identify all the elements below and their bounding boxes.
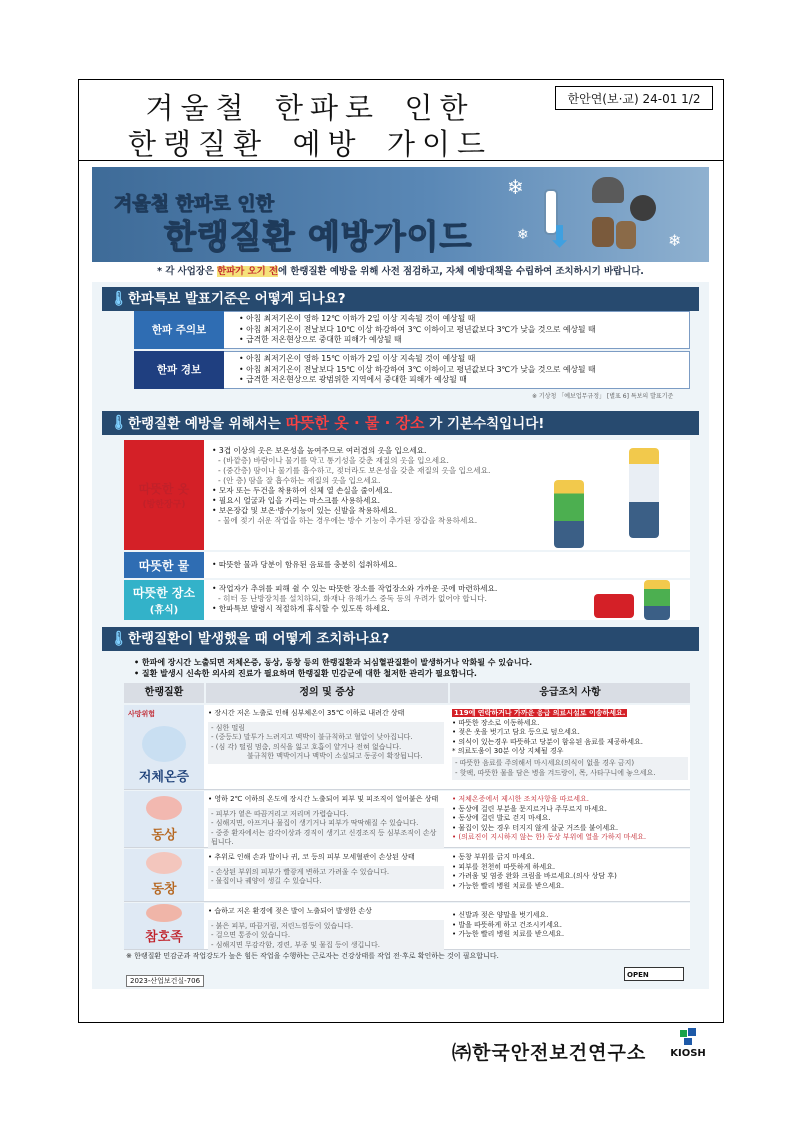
symptom-line: - 물집이나 궤양이 생길 수 있습니다.: [211, 877, 322, 886]
snowflake-icon: ❄: [517, 227, 529, 243]
document-title-line1: 겨울철 한파로 인한: [145, 91, 475, 125]
definition-main: • 장시간 저온 노출로 인해 심부체온이 35℃ 이하로 내려간 상태: [208, 709, 405, 717]
advisory-line: • 급격한 저온현상으로 중대한 피해가 예상될 때: [239, 335, 402, 344]
basics-sublabel: (방한장구): [142, 500, 186, 510]
symptom-line: - 심해지면, 아프거나 물집이 생기거나 피부가 딱딱해질 수 있습니다.: [211, 819, 419, 828]
basics-line: • 작업자가 추위를 피해 쉴 수 있는 따뜻한 장소를 작업장소와 가까운 곳에 마련하세요.: [212, 584, 498, 593]
action-line: • (의료진이 지시하지 않는 한) 동상 부위에 열을 가하지 마세요.: [452, 833, 647, 842]
disease-cell: [124, 903, 204, 949]
publication-code: 2023-산업보건실-706: [126, 975, 204, 987]
poster-banner: [92, 167, 709, 262]
action-line: • 동상에 걸린 부분을 문지르거나 주무르지 마세요.: [452, 804, 607, 813]
basics-text: [212, 584, 522, 614]
section-heading-advisory: [102, 287, 699, 311]
thermometer-icon: 🌡: [110, 415, 128, 431]
response-intro: [134, 657, 694, 679]
kiosh-logo: [666, 1028, 710, 1064]
action-line: • 저체온증에서 제시한 조치사항을 따르세요.: [452, 795, 589, 803]
organization-name: ㈜한국안전보건연구소: [452, 1042, 647, 1064]
symptom-line: - 중증 환자에서는 감각이상과 경직이 생기고 신경조직 등 심부조직이 손상됩니다.: [211, 828, 437, 847]
notice-banner: [92, 262, 709, 282]
poster-subtitle: 겨울철 한파로 인한: [114, 193, 275, 215]
chilblains-hand-illustration: [146, 852, 182, 874]
basics-line: • 따뜻한 물과 당분이 함유된 음료를 충분히 섭취하세요.: [212, 560, 398, 569]
advisory-line: • 아침 최저기온이 영하 15℃ 이하가 2일 이상 지속될 것이 예상될 때: [239, 354, 476, 363]
action-line: • 의식이 있는경우 따뜻하고 당분이 함유된 음료를 제공하세요.: [452, 737, 643, 746]
basics-label: 따뜻한 장소: [132, 586, 196, 600]
definition-main: • 추위로 인해 손과 발이나 귀, 코 등의 피부 모세혈관이 손상된 상태: [208, 853, 415, 861]
advisory-row-warning: [134, 351, 690, 389]
basics-row-water: [124, 552, 690, 578]
advisory-source: ※ 기상청 「예보업무규정」 [별표 6] 특보의 발표기준: [532, 393, 674, 400]
down-arrow-icon: ⬇: [547, 220, 573, 255]
symptom-line: 불규칙한 맥박이거나 맥박이 소실되고 동공이 확장됩니다.: [247, 752, 423, 761]
action-subline: - 핫팩, 따뜻한 물을 담은 병을 겨드랑이, 목, 사타구니에 놓으세요.: [455, 768, 656, 777]
section-title-post: 가 기본수칙입니다!: [424, 416, 545, 432]
basics-line: • 보온장갑 및 보온·방수기능이 있는 신발을 착용하세요.: [212, 506, 398, 515]
action-line: • 동상에 걸린 발로 걷지 마세요.: [452, 814, 551, 823]
table-header: 응급조치 사항: [450, 683, 690, 703]
basics-text: [212, 560, 522, 570]
shivering-person-illustration: [142, 726, 186, 762]
advisory-line: • 급격한 저온현상으로 광범위한 지역에서 중대한 피해가 예상될 때: [239, 375, 467, 384]
definition-cell: [208, 709, 444, 764]
disease-name: 동상: [151, 828, 177, 843]
worker-illustration: [644, 580, 670, 620]
basics-label-cell: [124, 440, 204, 550]
basics-subline: - (안 층) 땀을 잘 흡수하는 재질의 옷을 입으세요.: [218, 476, 381, 485]
basics-line: • 필요시 얼굴과 입을 가리는 마스크를 사용하세요.: [212, 496, 381, 505]
action-subline: - 따뜻한 음료를 주의해서 마시세요(의식이 없을 경우 금지): [455, 758, 635, 767]
definition-cell: [208, 795, 444, 850]
notice-highlight: 한파가 오기 전: [217, 266, 279, 277]
disease-name: 참호족: [145, 930, 183, 945]
basics-subline: - (중간층) 땀이나 물기를 흡수하고, 젖더라도 보온성을 갖춘 재질의 옷을 입으세요.: [218, 466, 491, 475]
symptom-line: - (심 각) 떨림 멈춤, 의식을 잃고 호흡이 얕거나 전혀 없습니다.: [211, 742, 402, 751]
disease-cell: [124, 705, 204, 789]
symptom-box: [208, 722, 444, 764]
advisory-line: • 아침 최저기온이 전날보다 10℃ 이상 하강하여 3℃ 이하이고 평년값보다 3℃가 낮을 것으로 예상될 때: [239, 324, 596, 334]
open-license-badge: OPEN: [624, 967, 684, 981]
action-cell: [452, 853, 688, 891]
document-title-line2: 한랭질환 예방 가이드: [127, 127, 493, 161]
thermometer-icon: 🌡: [110, 291, 128, 307]
document-number: 한안연(보·교) 24-01 1/2: [555, 86, 713, 110]
winter-hat-icon: [592, 177, 624, 203]
basics-row-place: [124, 580, 690, 620]
disease-name: 동창: [151, 882, 177, 897]
basics-line: • 한파특보 발령시 적절하게 휴식할 수 있도록 하세요.: [212, 604, 390, 613]
section-heading-basics: [102, 411, 699, 435]
action-line: • 가능한 빨리 병원 치료를 받으세요.: [452, 881, 565, 890]
basics-row-clothes: [124, 440, 690, 550]
symptom-box: [208, 920, 444, 953]
symptom-line: - (중등도) 말투가 느려지고 맥박이 불규칙하고 혈압이 낮아집니다.: [211, 733, 413, 742]
earmuff-icon: [630, 195, 656, 221]
action-line: • 가능한 빨리 병원 치료를 받으세요.: [452, 930, 565, 939]
boot-icon: [592, 217, 614, 247]
table-row-trench-foot: [124, 903, 690, 950]
action-line: • 신발과 젖은 양말을 벗기세요.: [452, 911, 549, 919]
disease-name: 저체온증: [138, 770, 190, 785]
symptom-line: - 붉은 피부, 따끔거림, 저린느낌등이 있습니다.: [211, 921, 354, 930]
section-heading-response: [102, 627, 699, 651]
symptom-box: [208, 866, 444, 889]
definition-cell: [208, 853, 444, 889]
footnote: ※ 한랭질환 민감군과 작업강도가 높은 힘든 작업을 수행하는 근로자는 건강상태를 작업 전·후로 확인하는 것이 필요합니다.: [126, 952, 499, 960]
action-line: • 젖은 옷을 벗기고 담요 등으로 덮으세요.: [452, 728, 580, 737]
frostbite-illustration: [146, 796, 182, 820]
disease-cell: [124, 791, 204, 847]
basics-label-cell: [124, 580, 204, 620]
worker-illustration: [629, 448, 659, 538]
poster-title: 한랭질환 예방가이드: [164, 217, 473, 256]
section-title: 한랭질환이 발생했을 때 어떻게 조치하나요?: [128, 631, 390, 647]
snowflake-icon: ❄: [507, 175, 524, 199]
advisory-line: • 아침 최저기온이 영하 12℃ 이하가 2일 이상 지속될 것이 예상될 때: [239, 314, 476, 323]
symptom-line: - 심한 떨림: [211, 723, 246, 732]
action-line: * 의료도움이 30분 이상 지체될 경우: [452, 747, 564, 756]
basics-sublabel: (휴식): [149, 605, 179, 616]
action-line: • 물집이 있는 경우 터지지 않게 살균 거즈를 붙이세요.: [452, 823, 619, 832]
symptom-line: - 손상된 부위의 피부가 빨갛게 변하고 가려울 수 있습니다.: [211, 867, 390, 876]
snowflake-icon: ❄: [668, 231, 682, 250]
poster: [92, 167, 709, 989]
table-row-chilblains: [124, 849, 690, 902]
symptom-line: - 심해지면 무감각함, 경련, 부종 및 물집 등이 생깁니다.: [211, 940, 381, 949]
basics-line: • 3겹 이상의 옷은 보온성을 높여주므로 여러겹의 옷을 입으세요.: [212, 446, 427, 455]
definition-cell: [208, 907, 444, 952]
trench-foot-illustration: [146, 904, 182, 922]
section-title: 한파특보 발표기준은 어떻게 되나요?: [128, 291, 346, 307]
symptom-line: - 피부가 옅은 따끔거리고 저리며 가렵습니다.: [211, 809, 349, 818]
response-intro-line: • 한파에 장시간 노출되면 저체온증, 동상, 동창 등의 한랭질환과 뇌심혈관질환이 발생하거나 악화될 수 있습니다.: [134, 658, 533, 667]
death-risk-badge: 사망위험: [128, 710, 156, 718]
boot-icon: [616, 221, 636, 249]
definition-main: • 영하 2℃ 이하의 온도에 장시간 노출되어 피부 및 피조직이 얼어붙은 상태: [208, 795, 439, 803]
symptom-box: [208, 808, 444, 850]
logo-text: KIOSH: [670, 1048, 706, 1059]
action-line: • 피부를 천천히 따뜻하게 하세요.: [452, 862, 556, 871]
advisory-label: 한파 경보: [134, 351, 224, 389]
symptom-line: - 걸으면 통증이 있습니다.: [211, 931, 291, 940]
section-title-highlight: 따뜻한 옷 · 물 · 장소: [285, 414, 425, 432]
basics-subline: - 물에 젖기 쉬운 작업을 하는 경우에는 방수 기능이 추가된 장갑을 착용하세요.: [218, 516, 478, 525]
notice-text: 에 한랭질환 예방을 위해 사전 점검하고, 자체 예방대책을 수립하여 조치하시기 바랍니다.: [278, 266, 644, 277]
table-row-frostbite: [124, 791, 690, 848]
kiosh-logo-mark-icon: [678, 1028, 698, 1046]
advisory-label: 한파 주의보: [134, 311, 224, 349]
notice-pre: * 각 사업장은: [157, 266, 218, 277]
basics-subline: - 히터 등 난방장치를 설치하되, 화재나 유해가스 중독 등의 우려가 없어야 합니다.: [218, 594, 487, 603]
table-header: 한랭질환: [124, 683, 204, 703]
basics-subline: - (바깥층) 바람이나 물기를 막고 통기성을 갖춘 재질의 옷을 입으세요.: [218, 456, 449, 465]
advisory-row-watch: [134, 311, 690, 349]
advisory-line: • 아침 최저기온이 전날보다 15℃ 이상 하강하여 3℃ 이하이고 평년값보다 3℃가 낮을 것으로 예상될 때: [239, 364, 596, 374]
section-title-pre: 한랭질환 예방을 위해서는: [128, 416, 286, 432]
action-cell: [452, 911, 688, 940]
worker-illustration: [554, 480, 584, 548]
basics-label-cell: [124, 552, 204, 578]
basics-text: [212, 446, 522, 526]
action-line: • 동창 부위를 긁지 마세요.: [452, 853, 535, 861]
action-line: • 발을 따뜻하게 하고 건조시키세요.: [452, 920, 562, 929]
action-note-box: [452, 757, 688, 780]
table-row-hypothermia: [124, 705, 690, 790]
action-line: • 따뜻한 장소로 이동하세요.: [452, 718, 540, 727]
table-header: 정의 및 증상: [206, 683, 448, 703]
response-intro-line: • 질환 발생시 신속한 의사의 진료가 필요하며 한랭질환 민감군에 대한 철저한 관리가 필요합니다.: [134, 669, 477, 678]
action-cell: [452, 795, 688, 843]
action-line: • 가려움 및 염증 완화 크림을 바르세요.(의사 상담 후): [452, 872, 617, 881]
basics-label: 따뜻한 옷: [138, 482, 190, 496]
emergency-call-text: 119에 연락하거나 가까운 응급 의료시설로 이송하세요.: [454, 709, 626, 717]
heater-illustration: [594, 594, 634, 618]
basics-label: 따뜻한 물: [138, 558, 190, 573]
definition-main: • 습하고 저온 환경에 젖은 발이 노출되어 발생한 손상: [208, 907, 372, 915]
basics-line: • 모자 또는 두건을 착용하여 신체 열 손실을 줄이세요.: [212, 486, 393, 495]
disease-cell: [124, 849, 204, 901]
thermometer-icon: 🌡: [110, 631, 128, 647]
action-cell: [452, 709, 688, 780]
